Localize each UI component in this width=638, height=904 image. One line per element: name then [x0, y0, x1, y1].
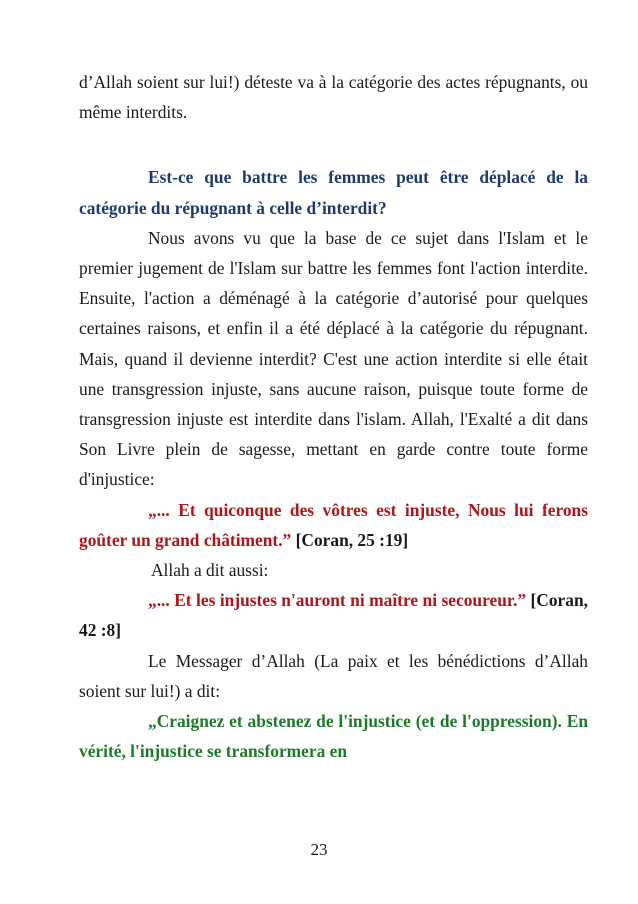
paragraph-continuation: d’Allah soient sur lui!) déteste va à la catégorie des actes répugnants, ou même interdits. — [79, 72, 588, 123]
paragraph-intro-second-quote: Allah a dit aussi: — [151, 560, 269, 581]
quote-reference: [Coran, 25 :19] — [295, 529, 409, 550]
paragraph-gap — [79, 127, 588, 162]
paragraph-messenger: Le Messager d’Allah (La paix et les bénédictions d’Allah soient sur lui!) a dit: — [79, 650, 588, 701]
page-body — [79, 67, 588, 766]
quote-coran-25-19 — [79, 495, 588, 555]
hadith-quote: „Craignez et abstenez de l'injustice (et de l'oppression). En vérité, l'injustice se transformera en — [79, 711, 588, 762]
quote-text: „... Et les injustes n'auront ni maître ni secoureur.” — [148, 590, 527, 611]
quote-text: „... Et quiconque des vôtres est injuste, Nous lui ferons goûter un grand châtiment.” — [79, 499, 588, 550]
page-number: 23 — [310, 840, 328, 859]
section-question: Est-ce que battre les femmes peut être déplacé de la catégorie du répugnant à celle d’interdit? — [79, 167, 588, 218]
quote-coran-42-8 — [79, 585, 588, 645]
paragraph-explanation: Nous avons vu que la base de ce sujet dans l'Islam et le premier jugement de l'Islam sur battre les femmes font l'action interdite. Ensuite, l'action a déménagé à la catégorie d’autorisé pour quelques certaines raisons, et enfin il a été déplacé à la catégorie du répugnant. Mais, quand il devienne interdit? C'est une action interdite si elle était une transgression injuste, sans aucune raison, puisque toute forme de transgression injuste est interdite dans l'islam. Allah, l'Exalté a dit dans Son Livre plein de sagesse, mettant en garde contre toute forme d'injustice: — [79, 227, 588, 490]
quote-reference: [Coran, 42 :8] — [79, 590, 588, 641]
